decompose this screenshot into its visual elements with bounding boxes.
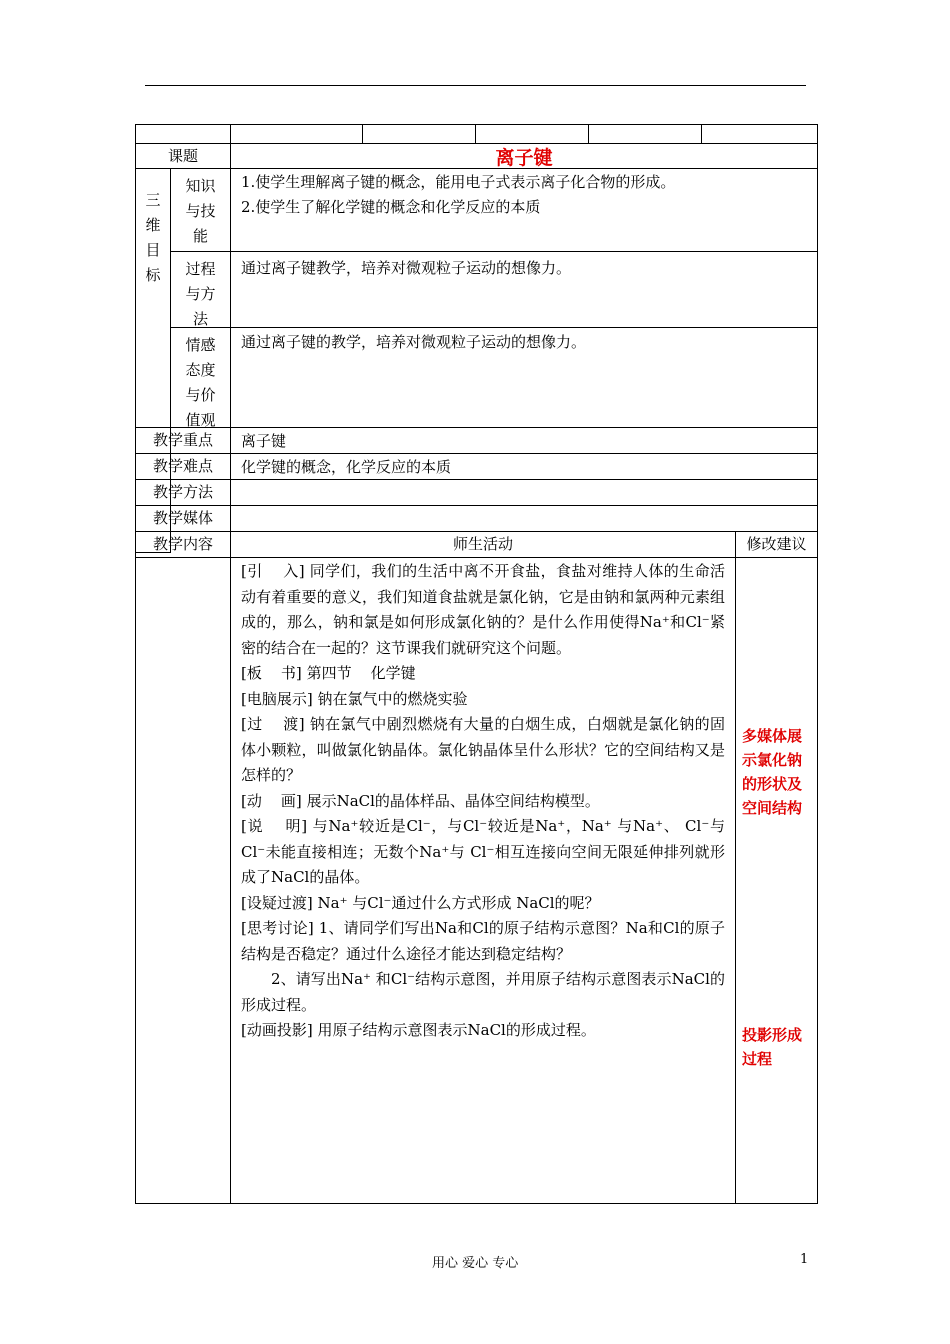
activity-cell <box>230 557 736 1204</box>
empty-cell <box>362 124 476 144</box>
activity-header: 师生活动 <box>230 531 736 558</box>
explain-text: 与Na⁺较近是Cl⁻，与Cl⁻较近是Na⁺，Na⁺ 与Na⁺、 Cl⁻与Cl⁻未能直接相连；无数个Na⁺与 Cl⁻相互连接向空间无限延伸排列就形成了NaCl的晶体。 <box>241 817 725 886</box>
difficulty-value: 化学键的概念，化学反应的本质 <box>230 453 818 480</box>
tag-discuss: [思考讨论] <box>241 919 314 937</box>
discuss-text-1: 1、请同学们写出Na和Cl的原子结构示意图？Na和Cl的原子结构是否稳定？通过什么途径才能达到稳定结构？ <box>241 919 725 963</box>
goal-line: 2.使学生了解化学键的概念和化学反应的本质 <box>241 198 541 216</box>
goal-line: 通过离子键教学，培养对微观粒子运动的想像力。 <box>241 259 572 277</box>
tag-projection: [动画投影] <box>241 1021 313 1039</box>
suggestion-note-2: 投影形成过程 <box>742 1026 803 1068</box>
goal-knowledge-label: 知识与技能 <box>185 177 216 245</box>
lesson-title: 离子键 <box>230 143 818 169</box>
goal-label-cell <box>170 251 231 328</box>
goal-process-content <box>230 251 818 328</box>
goal-label-cell <box>170 327 231 428</box>
content-header: 教学内容 <box>135 531 231 558</box>
focus-label: 教学重点 <box>135 427 231 454</box>
media-label: 教学媒体 <box>135 505 231 532</box>
goal-knowledge-content <box>230 168 818 252</box>
goal-label-cell <box>170 168 231 252</box>
intro-text: 同学们，我们的生活中离不开食盐，食盐对维持人体的生命活动有着重要的意义，我们知道食盐就是氯化钠，它是由钠和氯两种元素组成的，那么，钠和氯是如何形成氯化钠的？是什么作用使得Na⁺和Cl⁻紧密的结合在一起的？这节课我们就研究这个问题。 <box>241 562 725 657</box>
page-number: 1 <box>800 1252 809 1267</box>
tag-intro: [引 入] <box>241 562 305 580</box>
question-text: Na⁺ 与Cl⁻通过什么方式形成 NaCl的呢？ <box>317 893 600 912</box>
suggestion-header: 修改建议 <box>735 531 818 558</box>
goal-emotion-content <box>230 327 818 428</box>
lesson-label: 课题 <box>135 143 231 169</box>
lesson-plan-table <box>135 124 818 1204</box>
method-label: 教学方法 <box>135 479 231 506</box>
difficulty-label: 教学难点 <box>135 453 231 480</box>
tag-board: [板 书] <box>241 664 302 682</box>
empty-cell <box>135 124 231 144</box>
goal-emotion-label: 情感态度与价值观 <box>185 336 216 429</box>
suggestion-note-1: 多媒体展示氯化钠的形状及空间结构 <box>742 727 803 817</box>
goal-line: 1.使学生理解离子键的概念，能用电子式表示离子化合物的形成。 <box>241 173 676 191</box>
discuss-text-2: 2、请写出Na⁺ 和Cl⁻结构示意图，并用原子结构示意图表示NaCl的形成过程。 <box>241 970 725 1014</box>
content-cell <box>135 557 231 1204</box>
tag-transition: [过 渡] <box>241 715 305 733</box>
sanwei-label: 三维目标 <box>145 191 161 284</box>
anim-text: 展示NaCl的晶体样品、晶体空间结构模型。 <box>306 791 600 810</box>
tag-question: [设疑过渡] <box>241 893 313 912</box>
empty-cell <box>475 124 589 144</box>
computer-text: 钠在氯气中的燃烧实验 <box>317 689 468 708</box>
projection-text: 用原子结构示意图表示NaCl的形成过程。 <box>317 1021 596 1039</box>
header-rule <box>145 85 806 86</box>
tag-anim: [动 画] <box>241 791 302 810</box>
focus-value: 离子键 <box>230 427 818 454</box>
empty-cell <box>230 124 363 144</box>
empty-cell <box>588 124 702 144</box>
tag-computer: [电脑展示] <box>241 689 313 708</box>
transition-text: 钠在氯气中剧烈燃烧有大量的白烟生成，白烟就是氯化钠的固体小颗粒，叫做氯化钠晶体。氯化钠晶体呈什么形状？它的空间结构又是怎样的？ <box>241 715 725 784</box>
method-value <box>230 479 818 506</box>
tag-explain: [说 明] <box>241 817 308 835</box>
empty-cell <box>701 124 818 144</box>
media-value <box>230 505 818 532</box>
suggestion-cell <box>735 557 818 1204</box>
footer-slogan: 用心 爱心 专心 <box>432 1256 519 1271</box>
board-text: 第四节 化学键 <box>306 664 416 682</box>
goal-line: 通过离子键的教学，培养对微观粒子运动的想像力。 <box>241 333 587 351</box>
goal-process-label: 过程与方法 <box>185 260 216 328</box>
